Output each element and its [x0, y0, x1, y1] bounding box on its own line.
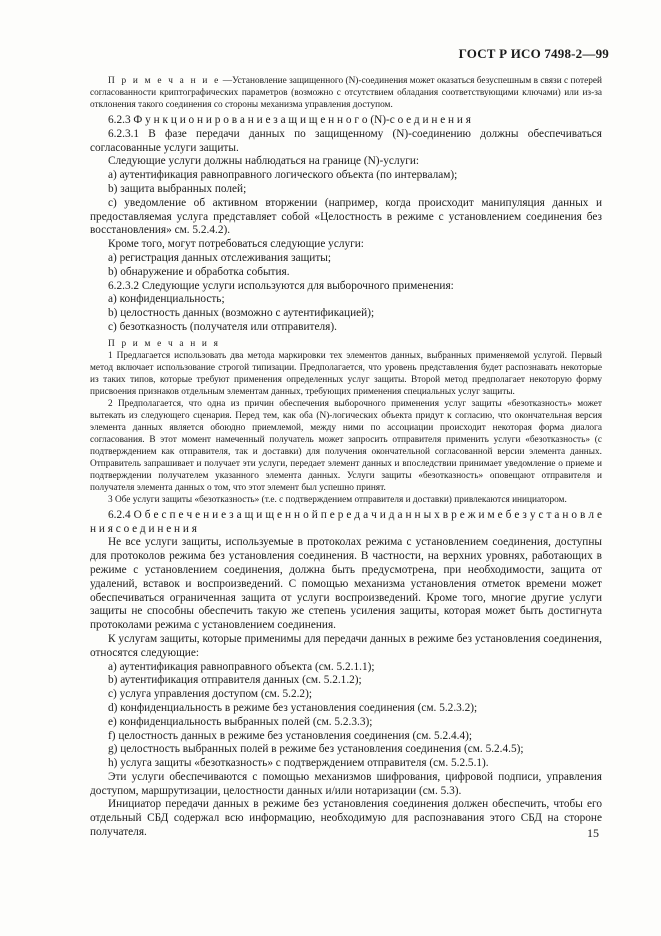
list-item: а) конфиденциальность;	[108, 293, 225, 306]
list-item: b) целостность данных (возможно с аутентификацией);	[108, 307, 375, 320]
paragraph: Кроме того, могут потребоваться следующие услуги:	[108, 238, 364, 251]
notes-label: П р и м е ч а н и я	[108, 338, 221, 349]
list-item: е) конфиденциальность выбранных полей (см. 5.2.3.3);	[108, 715, 373, 728]
list-item: b) защита выбранных полей;	[108, 182, 247, 195]
list-item: а) регистрация данных отслеживания защиты;	[108, 251, 332, 264]
list-item: f) целостность данных в режиме без установления соединения (см. 5.2.4.4);	[108, 729, 473, 742]
list-item: d) конфиденциальность в режиме без установления соединения (см. 5.2.3.2);	[108, 701, 478, 714]
list-item: а) аутентификация равноправного объекта (см. 5.2.1.1);	[108, 660, 375, 673]
list-item: с) безотказность (получателя или отправителя).	[108, 320, 337, 333]
page-body	[90, 75, 602, 840]
document-id-header: ГОСТ Р ИСО 7498-2—99	[458, 46, 609, 61]
page-number: 15	[587, 826, 599, 840]
paragraph: К услугам защиты, которые применимы для передачи данных в режиме без установления соединения, относятся следующие:	[90, 632, 602, 659]
note-text: —Установление защищенного (N)-соединения может оказаться безуспешным в связи с потерей согласованности криптографических параметров (возможно с отсутствием обладания соответствующими ключами) или из-за отклонения такого соединения со стороны механизма управления доступом.	[90, 76, 602, 110]
paragraph: Инициатор передачи данных в режиме без установления соединения должен обеспечить, чтобы его отдельный СБД содержал всю информацию, необходимую для распознавания этого СБД на стороне получателя.	[90, 798, 602, 839]
list-item: с) услуга управления доступом (см. 5.2.2);	[108, 688, 312, 701]
list-item: с) уведомление об активном вторжении (например, когда происходит манипуляция данных и предоставляемая услуга представляет собой «Целостность в режиме с установлением соединения без восстановления» см. 5.2.4.2).	[90, 196, 602, 237]
list-item: b) аутентификация отправителя данных (см. 5.2.1.2);	[108, 674, 362, 687]
note-2: 2 Предполагается, что одна из причин обеспечения выборочного применения услуг защиты «безотказность» может вытекать из следующего сценария. Перед тем, как оба (N)-логических объекта придут к согласию, что окончательная версия элемента данных является обоюдно приемлемой, между ними по ассоциации происходит некоторая форма диалога согласования. В этот момент намеченный получатель может запросить отправителя применить услуги «безотказность» (с подтверждением как отправителя, так и доставки) для получения окончательной согласованной версии элемента данных. Отправитель запрашивает и получает эти услуги, передает элемент данных и впоследствии принимает уведомление о приеме и подтверждении получателем указанного элемента данных. Услуги защиты «безотказность» оповещают отправителя и получателя элемента данных о том, что этот элемент был успешно принят.	[90, 398, 602, 493]
paragraph: Не все услуги защиты, используемые в протоколах режима с установлением соединения, доступны для протоколов режима без установления соединения. В частности, на верхних уровнях, работающих в режиме с установлением соединения, должна быть предусмотрена, при необходимости, защита от удалений, вставок и воспроизведений. С помощью механизма установления отметок времени может обеспечиваться ограниченная защита от услуги воспроизведений. Кроме того, многие другие услуги защиты не способны обеспечить такую же степень усиления защиты, которая может быть достигнута протоколами режима с установлением соединения.	[90, 536, 602, 632]
paragraph: Эти услуги обеспечиваются с помощью механизмов шифрования, цифровой подписи, управления доступом, маршрутизации, целостности данных и/или нотаризации (см. 5.3).	[90, 770, 602, 797]
paragraph-6-2-3-2: 6.2.3.2 Следующие услуги используются для выборочного применения:	[108, 279, 454, 292]
list-item: b) обнаружение и обработка события.	[108, 265, 290, 278]
note-label: П р и м е ч а н и е	[108, 76, 221, 86]
section-heading-6-2-4: 6.2.4 О б е с п е ч е н и е з а щ и щ е н н о й п е р е д а ч и д а н н ы х в р е ж и м е б е з у с т а н о в л е н и я с о е д и н е н и я	[90, 508, 602, 535]
paragraph-6-2-3-1: 6.2.3.1 В фазе передачи данных по защищенному (N)-соединению должны обеспечиваться согласованные услуги защиты.	[90, 127, 602, 154]
paragraph: Следующие услуги должны наблюдаться на границе (N)-услуги:	[108, 155, 420, 168]
list-item: h) услуга защиты «безотказность» с подтверждением отправителя (см. 5.2.5.1).	[108, 757, 489, 770]
list-item: а) аутентификация равноправного логического объекта (по интервалам);	[108, 169, 458, 182]
section-heading-6-2-3: 6.2.3 Ф у н к ц и о н и р о в а н и е з а щ и щ е н н о г о (N)-с о е д и н е н и я	[108, 114, 471, 126]
note-1: 1 Предлагается использовать два метода маркировки тех элементов данных, выбранных применяемой услугой. Первый метод включает использование строгой типизации. Предполагается, что уровень представления будет распознавать некоторые из таких типов, которые требуют применения определенных услуг защиты. Второй метод предполагает некоторую форму присвоения признаков отдельным элементам данных, требующих применения специальных услуг защиты.	[90, 350, 602, 397]
note-intro	[90, 75, 602, 111]
list-item: g) целостность выбранных полей в режиме без установления соединения (см. 5.2.4.5);	[108, 743, 524, 756]
note-3: 3 Обе услуги защиты «безотказность» (т.е. с подтверждением отправителя и доставки) привлекаются инициатором.	[108, 494, 567, 505]
